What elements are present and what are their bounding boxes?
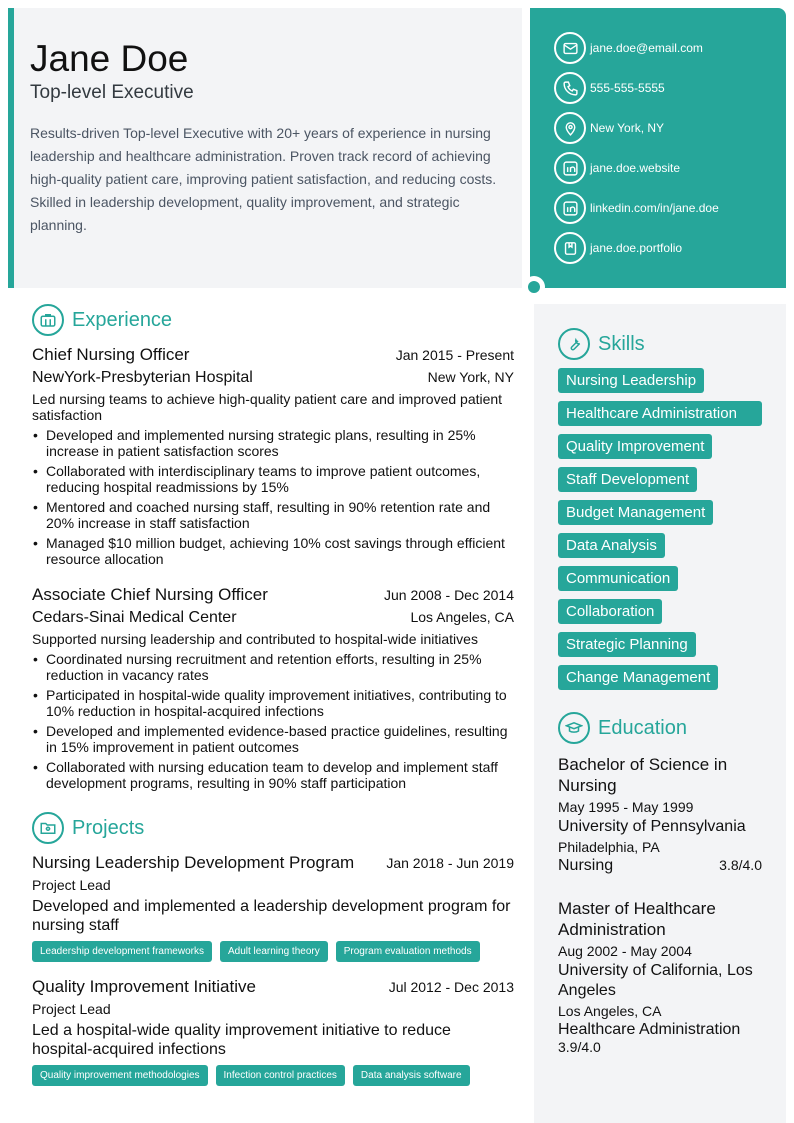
contact-website[interactable] <box>554 152 680 184</box>
education-entry-1 <box>558 754 762 875</box>
project-tags <box>32 941 514 962</box>
school-location: Philadelphia, PA <box>558 839 660 855</box>
header-panel <box>8 8 522 288</box>
job-location: New York, NY <box>427 369 514 385</box>
graduation-cap-icon <box>558 712 590 744</box>
linkedin-icon <box>554 152 586 184</box>
project-role: Project Lead <box>32 1001 111 1017</box>
job-description: Led nursing teams to achieve high-quality patient care and improved patient satisfaction <box>32 391 503 423</box>
skill-badge: Strategic Planning <box>558 632 696 657</box>
school-name: University of California, Los Angeles <box>558 962 753 999</box>
projects-title: Projects <box>72 816 145 839</box>
skill-badge: Budget Management <box>558 500 713 525</box>
contact-phone[interactable] <box>554 72 665 104</box>
education-entry-2 <box>558 898 762 1055</box>
experience-heading <box>32 304 172 336</box>
list-item: • Mentored and coached nursing staff, resulting in 90% retention rate and 20% increase in staff satisfaction <box>32 499 514 531</box>
project-dates: Jan 2018 - Jun 2019 <box>386 855 514 871</box>
project-dates: Jul 2012 - Dec 2013 <box>388 979 514 995</box>
project-tags <box>32 1065 514 1086</box>
job-description: Supported nursing leadership and contributed to hospital-wide initiatives <box>32 631 478 647</box>
gpa: 3.9/4.0 <box>558 1039 601 1055</box>
list-item: • Developed and implemented nursing strategic plans, resulting in 25% increase in patient satisfaction scores <box>32 427 514 459</box>
location-text: New York, NY <box>590 121 665 135</box>
project-entry-1 <box>32 853 514 962</box>
phone-icon <box>554 72 586 104</box>
skill-badge: Collaboration <box>558 599 662 624</box>
job-location: Los Angeles, CA <box>410 609 514 625</box>
job-organization: NewYork-Presbyterian Hospital <box>32 369 253 386</box>
skill-badge: Quality Improvement <box>558 434 712 459</box>
project-title: Quality Improvement Initiative <box>32 977 256 996</box>
skill-tag: Data analysis software <box>353 1065 470 1086</box>
phone-text: 555-555-5555 <box>590 81 665 95</box>
list-item: • Participated in hospital-wide quality improvement initiatives, contributing to 10% reduction in hospital-acquired infections <box>32 687 514 719</box>
job-dates: Jun 2008 - Dec 2014 <box>384 587 514 603</box>
education-dates: Aug 2002 - May 2004 <box>558 943 692 959</box>
portfolio-text: jane.doe.portfolio <box>590 241 683 255</box>
website-text: jane.doe.website <box>590 161 681 175</box>
project-role: Project Lead <box>32 877 111 893</box>
contact-panel <box>530 8 786 288</box>
list-item: • Developed and implemented evidence-based practice guidelines, resulting in 15% improvement in patient outcomes <box>32 723 514 755</box>
skill-badge: Change Management <box>558 665 718 690</box>
project-title: Nursing Leadership Development Program <box>32 853 355 872</box>
education-title: Education <box>598 716 687 739</box>
contact-portfolio[interactable] <box>554 232 682 264</box>
job-bullets <box>32 651 514 791</box>
contact-location <box>554 112 664 144</box>
wrench-icon <box>558 328 590 360</box>
briefcase-icon <box>32 304 64 336</box>
project-description: Led a hospital-wide quality improvement initiative to reduce hospital-acquired infections <box>32 1022 451 1058</box>
skill-badge: Healthcare Administration <box>558 401 762 426</box>
field-of-study: Healthcare Administration <box>558 1021 741 1038</box>
skill-badge: Nursing Leadership <box>558 368 704 393</box>
skill-tag: Adult learning theory <box>220 941 328 962</box>
gpa: 3.8/4.0 <box>719 857 762 873</box>
degree-title: Bachelor of Science in Nursing <box>558 755 728 795</box>
contact-email[interactable] <box>554 32 703 64</box>
email-text: jane.doe@email.com <box>590 41 703 55</box>
skills-heading <box>558 328 645 360</box>
skill-badge: Staff Development <box>558 467 697 492</box>
mail-icon <box>554 32 586 64</box>
folder-icon <box>32 812 64 844</box>
skills-list <box>558 368 768 698</box>
job-entry-2 <box>32 585 514 795</box>
summary-text: Results-driven Top-level Executive with 20+ years of experience in nursing leadership and healthcare administration. Proven track record of achieving high-quality patient care, improving patient satisfaction, and reducing costs. Skilled in leadership development, quality improvement, and strategic planning. <box>30 125 497 233</box>
job-title: Associate Chief Nursing Officer <box>32 585 268 604</box>
project-entry-2 <box>32 977 514 1086</box>
skill-tag: Infection control practices <box>216 1065 345 1086</box>
location-pin-icon <box>554 112 586 144</box>
job-bullets <box>32 427 514 567</box>
list-item: • Managed $10 million budget, achieving 10% cost savings through efficient resource allocation <box>32 535 514 567</box>
contact-linkedin[interactable] <box>554 192 719 224</box>
job-entry-1 <box>32 345 514 571</box>
experience-title: Experience <box>72 308 173 331</box>
skill-tag: Leadership development frameworks <box>32 941 212 962</box>
skill-tag: Program evaluation methods <box>336 941 480 962</box>
decorative-dot <box>528 281 540 293</box>
school-location: Los Angeles, CA <box>558 1003 662 1019</box>
project-description: Developed and implemented a leadership development program for nursing staff <box>32 898 511 934</box>
job-title: Chief Nursing Officer <box>32 345 190 364</box>
list-item: • Collaborated with nursing education team to develop and implement staff development programs, resulting in 90% staff participation <box>32 759 514 791</box>
field-of-study: Nursing <box>558 857 614 874</box>
skill-tag: Quality improvement methodologies <box>32 1065 208 1086</box>
skill-badge: Data Analysis <box>558 533 665 558</box>
job-dates: Jan 2015 - Present <box>395 347 514 363</box>
list-item: • Coordinated nursing recruitment and retention efforts, resulting in 25% reduction in vacancy rates <box>32 651 514 683</box>
skills-title: Skills <box>598 332 645 355</box>
projects-heading <box>32 812 144 844</box>
degree-title: Master of Healthcare Administration <box>558 899 716 939</box>
list-item: • Collaborated with interdisciplinary teams to improve patient outcomes, reducing hospital readmissions by 15% <box>32 463 514 495</box>
linkedin-text: linkedin.com/in/jane.doe <box>590 201 719 215</box>
school-name: University of Pennsylvania <box>558 818 746 835</box>
candidate-role: Top-level Executive <box>30 82 194 103</box>
skill-badge: Communication <box>558 566 678 591</box>
portfolio-icon <box>554 232 586 264</box>
education-heading <box>558 712 687 744</box>
candidate-name: Jane Doe <box>30 38 189 79</box>
linkedin-icon <box>554 192 586 224</box>
job-organization: Cedars-Sinai Medical Center <box>32 609 237 626</box>
education-dates: May 1995 - May 1999 <box>558 799 694 815</box>
